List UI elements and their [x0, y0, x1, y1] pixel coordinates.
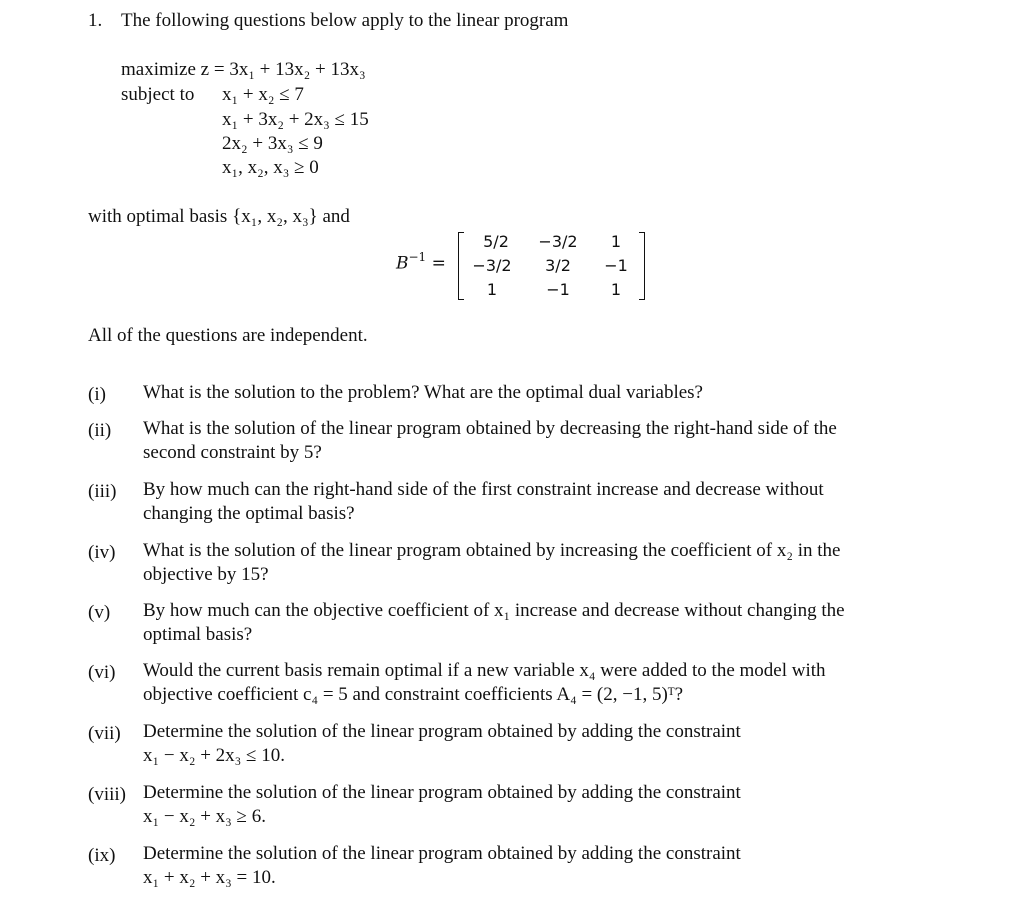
basis-intro: with optimal basis {x₁, x₂, x₃} and — [88, 206, 350, 227]
question-text: What is the solution to the problem? What are the optimal dual variables? — [143, 382, 703, 403]
problem-number: 1. — [88, 10, 103, 31]
constraint-1: x₁ + x₂ ≤ 7 — [222, 84, 304, 105]
matrix-cell: −1 — [546, 280, 570, 299]
objective-function: maximize z = 3x₁ + 13x₂ + 13x₃ — [121, 59, 366, 80]
nonnegativity-constraint: x₁, x₂, x₃ ≥ 0 — [222, 157, 319, 178]
question-label: (iv) — [88, 542, 116, 563]
question-text: Determine the solution of the linear program obtained by adding the constraint x₁ − x₂ + x₃ ≥ 6. — [143, 782, 741, 828]
independent-note: All of the questions are independent. — [88, 325, 368, 346]
question-text: By how much can the objective coefficient of x₁ increase and decrease without changing the optimal basis? — [143, 600, 845, 646]
matrix-cell: 3/2 — [545, 256, 571, 275]
question-label: (ii) — [88, 420, 112, 441]
constraint-3: 2x₂ + 3x₃ ≤ 9 — [222, 133, 323, 154]
question-label: (v) — [88, 602, 111, 623]
question-text: Would the current basis remain optimal if a new variable x₄ were added to the model with objective coefficient c₄ = 5 and constraint coefficients A₄ = (2, −1, 5)ᵀ? — [143, 660, 826, 706]
b-inverse-matrix — [396, 229, 652, 299]
question-label: (i) — [88, 384, 106, 405]
subject-to-label: subject to — [121, 84, 195, 105]
matrix-cell: −3/2 — [538, 232, 578, 251]
constraint-2: x₁ + 3x₂ + 2x₃ ≤ 15 — [222, 109, 369, 130]
question-text: What is the solution of the linear program obtained by increasing the coefficient of x₂ in the objective by 15? — [143, 540, 841, 586]
b-inverse-label: $B^{-1}$ = — [396, 250, 446, 274]
matrix-cell: 1 — [610, 280, 622, 299]
matrix-cell: 5/2 — [483, 232, 509, 251]
question-label: (viii) — [88, 784, 126, 805]
question-label: (vi) — [88, 662, 116, 683]
question-label: (iii) — [88, 481, 117, 502]
question-text: What is the solution of the linear program obtained by decreasing the right-hand side of the second constraint by 5? — [143, 418, 837, 464]
question-label: (ix) — [88, 845, 116, 866]
matrix-cell: 1 — [486, 280, 498, 299]
question-text: Determine the solution of the linear program obtained by adding the constraint x₁ − x₂ + 2x₃ ≤ 10. — [143, 721, 741, 767]
question-text: Determine the solution of the linear program obtained by adding the constraint x₁ + x₂ + x₃ = 10. — [143, 843, 741, 889]
matrix-cell: −3/2 — [472, 256, 512, 275]
question-label: (vii) — [88, 723, 121, 744]
question-text: By how much can the right-hand side of the first constraint increase and decrease without changing the optimal basis? — [143, 479, 824, 525]
matrix-cell: 1 — [610, 232, 622, 251]
problem-intro: The following questions below apply to the linear program — [121, 10, 569, 31]
matrix-cell: −1 — [604, 256, 628, 275]
